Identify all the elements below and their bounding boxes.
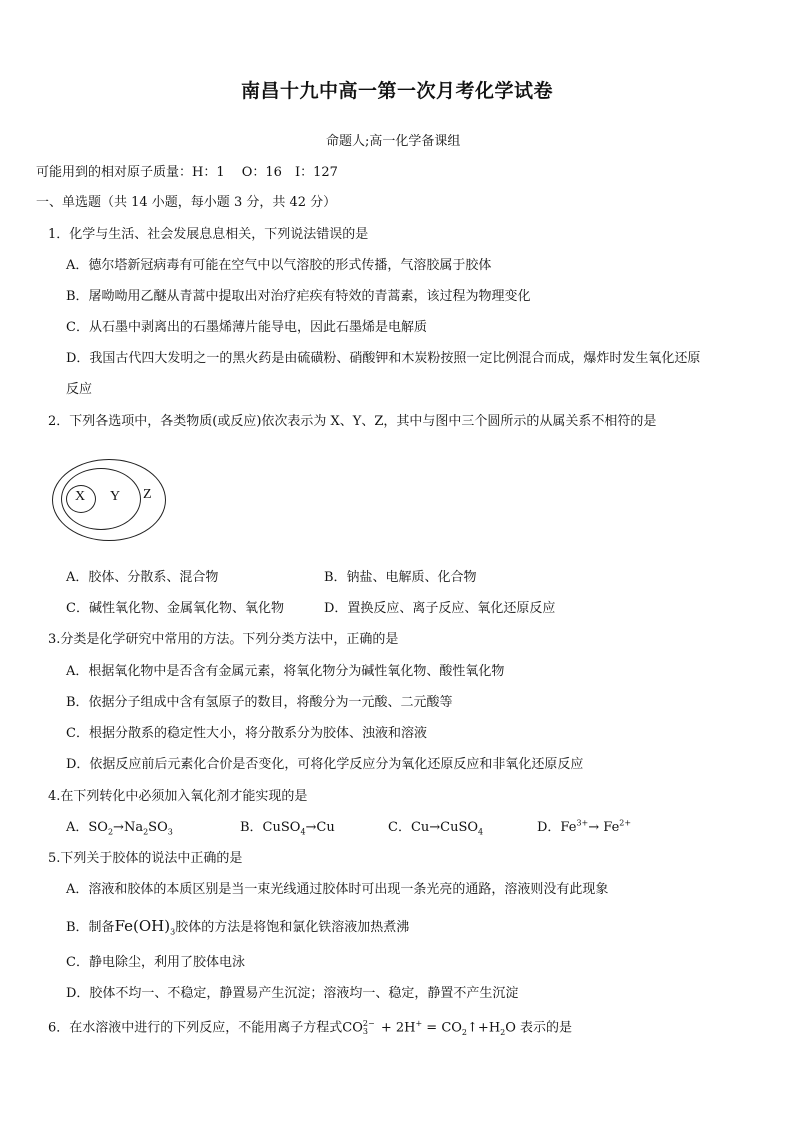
q3-option-c: C．根据分散系的稳定性大小，将分散系分为胶体、浊液和溶液 bbox=[66, 726, 427, 741]
q5-option-c: C．静电除尘，利用了胶体电泳 bbox=[66, 955, 245, 970]
q1-stem: 1．化学与生活、社会发展息息相关，下列说法错误的是 bbox=[48, 227, 369, 242]
q2-option-a: A．胶体、分散系、混合物 bbox=[66, 570, 219, 585]
q4-option-a: A．$SO_2\to Na_2SO_3$ bbox=[66, 820, 173, 837]
q6-stem: 6．在水溶液中进行的下列反应，不能用离子方程式CO 2− 3 + $2H^+ = CO_2↑+H_2O$ 表示的是 bbox=[48, 1019, 573, 1038]
q1-option-b: B．屠呦呦用乙醚从青蒿中提取出对治疗疟疾有特效的青蒿素，该过程为物理变化 bbox=[66, 289, 531, 304]
q2-stem: 2．下列各选项中，各类物质(或反应)依次表示为 X、Y、Z，其中与图中三个圆所示的从属关系不相符的是 bbox=[48, 414, 657, 429]
q2-option-c: C．碱性氧化物、金属氧化物、氧化物 bbox=[66, 601, 284, 616]
label-z: Z bbox=[143, 487, 152, 502]
q4-stem: 4.在下列转化中必须加入氧化剂才能实现的是 bbox=[48, 789, 308, 804]
label-x: X bbox=[75, 489, 86, 504]
q2-option-b: B．钠盐、电解质、化合物 bbox=[324, 570, 477, 585]
q5-option-d: D．胶体不均一、不稳定，静置易产生沉淀；溶液均一、稳定，静置不产生沉淀 bbox=[66, 986, 519, 1001]
q2-option-d: D．置换反应、离子反应、氧化还原反应 bbox=[324, 601, 556, 616]
q4-option-c: C．Cu→CuSO$_4$ bbox=[388, 820, 484, 837]
q5-option-b: B．制备$Fe(OH)_3$胶体的方法是将饱和氯化铁溶液加热煮沸 bbox=[66, 917, 410, 937]
q1-option-d-cont: 反应 bbox=[66, 382, 93, 397]
page-title: 南昌十九中高一第一次月考化学试卷 bbox=[240, 80, 553, 102]
atomic-mass-line: 可能用到的相对原子质量：H：1 O：16 I：127 bbox=[36, 165, 338, 180]
q5-stem: 5.下列关于胶体的说法中正确的是 bbox=[48, 851, 243, 866]
section-heading: 一、单选题（共 14 小题，每小题 3 分，共 42 分） bbox=[36, 195, 337, 210]
author-line: 命题人;高一化学备课组 bbox=[326, 134, 461, 149]
q1-option-a: A．德尔塔新冠病毒有可能在空气中以气溶胶的形式传播，气溶胶属于胶体 bbox=[66, 258, 492, 273]
q5-option-a: A．溶液和胶体的本质区别是当一束光线通过胶体时可出现一条光亮的通路，溶液则没有此现象 bbox=[66, 882, 609, 897]
label-y: Y bbox=[110, 489, 121, 504]
q3-option-d: D．依据反应前后元素化合价是否变化，可将化学反应分为氧化还原反应和非氧化还原反应 bbox=[66, 757, 584, 772]
q1-option-d: D．我国古代四大发明之一的黑火药是由硫磺粉、硝酸钾和木炭粉按照一定比例混合而成，爆炸时发生氧化还原 bbox=[66, 351, 701, 366]
q4-option-b: B．CuSO$_4$→Cu bbox=[240, 820, 335, 837]
q3-option-b: B．依据分子组成中含有氢原子的数目，将酸分为一元酸、二元酸等 bbox=[66, 695, 453, 710]
q3-stem: 3.分类是化学研究中常用的方法。下列分类方法中，正确的是 bbox=[48, 632, 399, 647]
q4-option-d: D．$Fe^{3+}\to Fe^{2+}$ bbox=[537, 818, 632, 835]
q1-option-c: C．从石墨中剥离出的石墨烯薄片能导电，因此石墨烯是电解质 bbox=[66, 320, 427, 335]
q3-option-a: A．根据氧化物中是否含有金属元素，将氧化物分为碱性氧化物、酸性氧化物 bbox=[66, 664, 505, 679]
